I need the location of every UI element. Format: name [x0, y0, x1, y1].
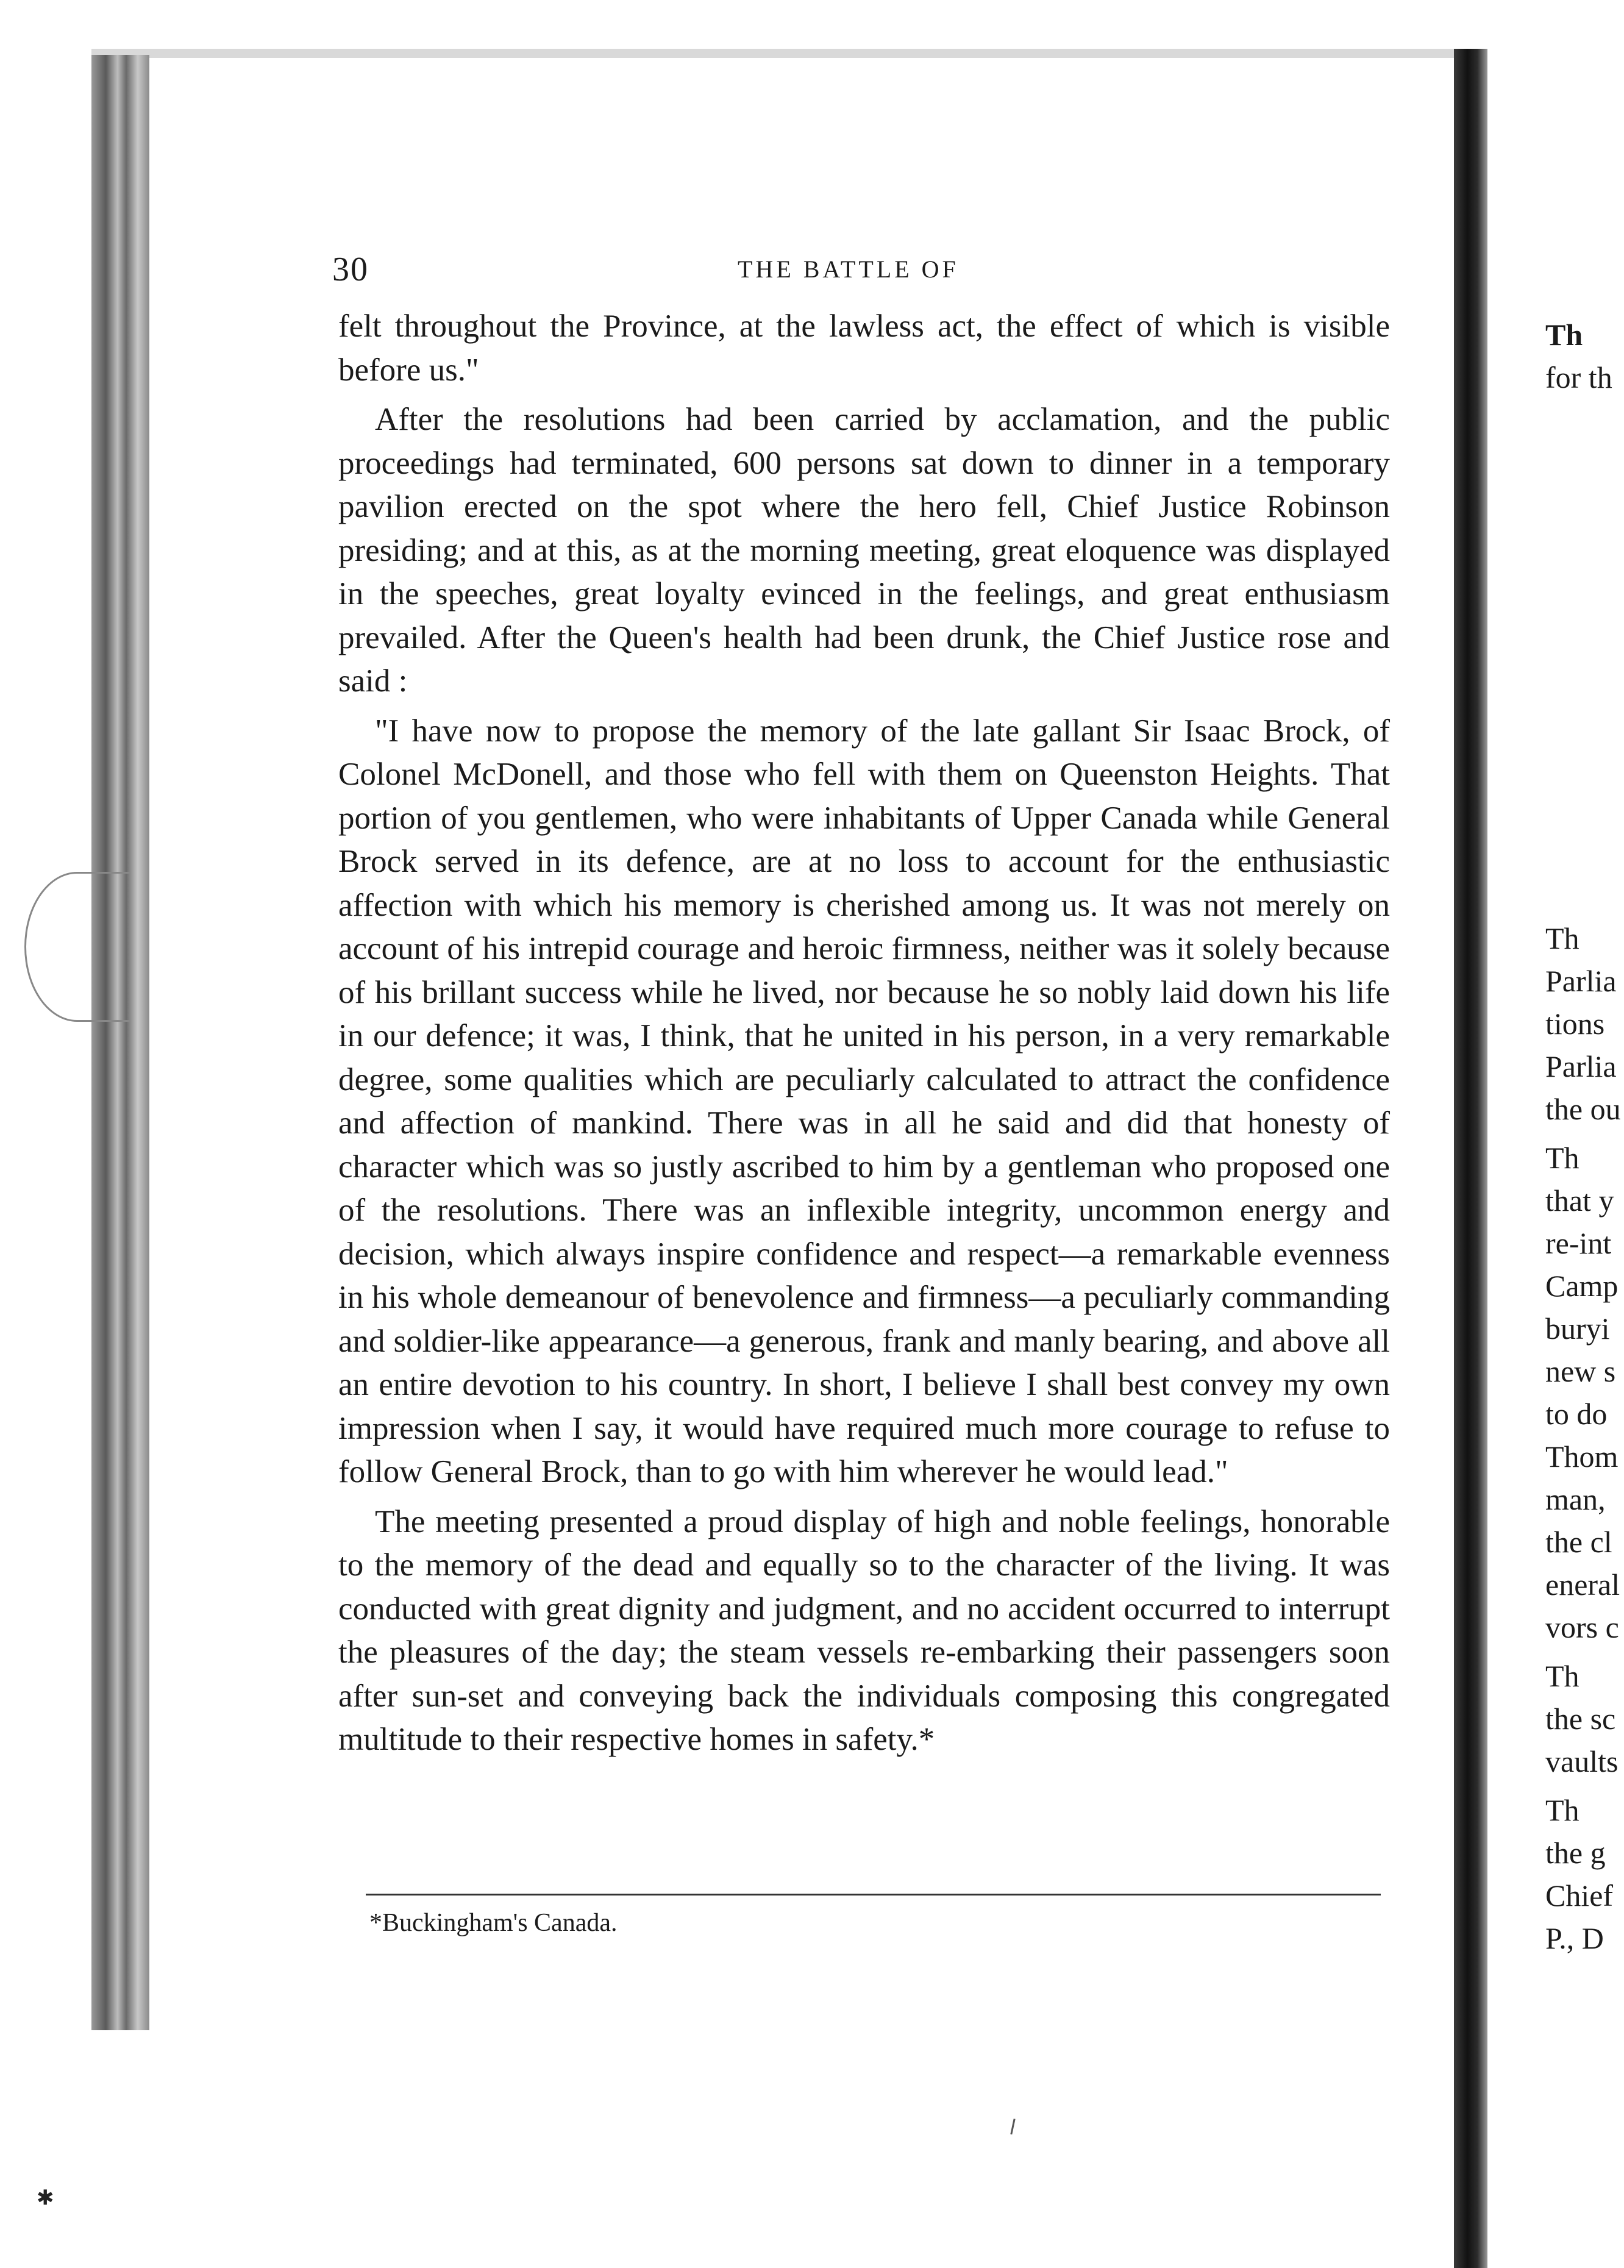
- book-gutter: [1454, 49, 1487, 2268]
- facing-line: tions: [1545, 1007, 1605, 1041]
- facing-line: Chief: [1545, 1878, 1614, 1913]
- facing-line: Th: [1545, 1793, 1579, 1827]
- running-head: [332, 250, 1460, 287]
- facing-line: the sc: [1545, 1702, 1616, 1736]
- footnote-rule: [366, 1894, 1381, 1895]
- quoted-speech-paragraph: "I have now to propose the memory of the late gallant Sir Isaac Brock, of Colonel McDonell, and those who fell with them on Queenston Heights. That portion of you gentlemen, who were inhabitants of Upper Canada while General Brock served in its defence, are at no loss to account for the enthusiastic affection with which his memory is cherished among us. It was not merely on account of his intrepid courage and heroic firmness, neither was it solely because of his brillant success while he lived, nor because he so nobly laid down his life in our defence; it was, I think, that he united in his person, in a very remarkable degree, some qualities which are peculiarly calculated to attract the confidence and affection of mankind. There was in all he said and did that honesty of character which was so justly ascribed to him by a gentleman who proposed one of the resolutions. There was an inflexible integrity, uncommon energy and decision, which always inspire confidence and respect—a remarkable evenness in his whole demeanour of benevolence and firmness—a peculiarly commanding and soldier-like appearance—a generous, frank and manly bearing, and above all an entire devotion to his country. In short, I believe I shall best convey my own impression when I say, it would have required much more courage to refuse to follow General Brock, than to go with him wherever he would lead.": [338, 713, 1390, 1489]
- facing-line: man,: [1545, 1482, 1606, 1516]
- scan-corner-mark: ✱: [37, 2187, 54, 2209]
- facing-line: P., D: [1545, 1921, 1604, 1955]
- facing-line: Th: [1545, 1659, 1579, 1693]
- paragraph: After the resolutions had been carried by acclamation, and the public proceedings had terminated, 600 persons sat down to dinner in a temporary pavilion erected on the spot where the hero fell, Chief Justice Robinson presiding; and at this, as at the morning meeting, great eloquence was displayed in the speeches, great loyalty evinced in the feelings, and great enthusiasm prevailed. After the Queen's health had been drunk, the Chief Justice rose and said :: [338, 402, 1390, 699]
- stray-ink-mark: [1010, 2119, 1015, 2134]
- facing-line: Camp: [1545, 1269, 1619, 1303]
- paragraph: The meeting presented a proud display of high and noble feelings, honorable to the memory of the dead and equally so to the character of the living. It was conducted with great dignity and judgment, and no accident occurred to interrupt the pleasures of the day; the steam vessels re-embarking their passengers soon after sun-set and conveying back the individuals composing this congregated multitude to their respective homes in safety.*: [338, 1503, 1390, 1757]
- footnote: *Buckingham's Canada.: [369, 1909, 618, 1937]
- facing-line: eneral: [1545, 1567, 1620, 1602]
- body-text: [338, 305, 1390, 1768]
- facing-line: the g: [1545, 1836, 1606, 1870]
- facing-line: re-int: [1545, 1226, 1612, 1260]
- facing-line: Th: [1545, 921, 1579, 955]
- facing-line: Parlia: [1545, 1049, 1617, 1083]
- facing-line: that y: [1545, 1183, 1614, 1218]
- scan-artifact-circle: [24, 872, 130, 1022]
- scan-top-margin: [0, 0, 1624, 49]
- facing-page: [1487, 49, 1624, 2268]
- facing-line: vors c: [1545, 1610, 1619, 1644]
- facing-line: buryi: [1545, 1311, 1610, 1346]
- page-number: 30: [332, 251, 369, 288]
- book-page-edges: [91, 55, 149, 2030]
- facing-line: for th: [1545, 360, 1612, 394]
- facing-line: Th: [1545, 1141, 1579, 1175]
- facing-line: Th: [1545, 318, 1583, 352]
- running-title: THE BATTLE OF: [738, 255, 959, 283]
- facing-line: Parlia: [1545, 964, 1617, 998]
- facing-line: to do: [1545, 1397, 1608, 1431]
- facing-line: the ou: [1545, 1092, 1621, 1126]
- facing-line: vaults: [1545, 1744, 1619, 1778]
- facing-line: new s: [1545, 1354, 1616, 1388]
- paragraph: felt throughout the Province, at the lawless act, the effect of which is visible before us.": [338, 308, 1390, 388]
- facing-line: Thom: [1545, 1439, 1619, 1474]
- facing-line: the cl: [1545, 1525, 1612, 1559]
